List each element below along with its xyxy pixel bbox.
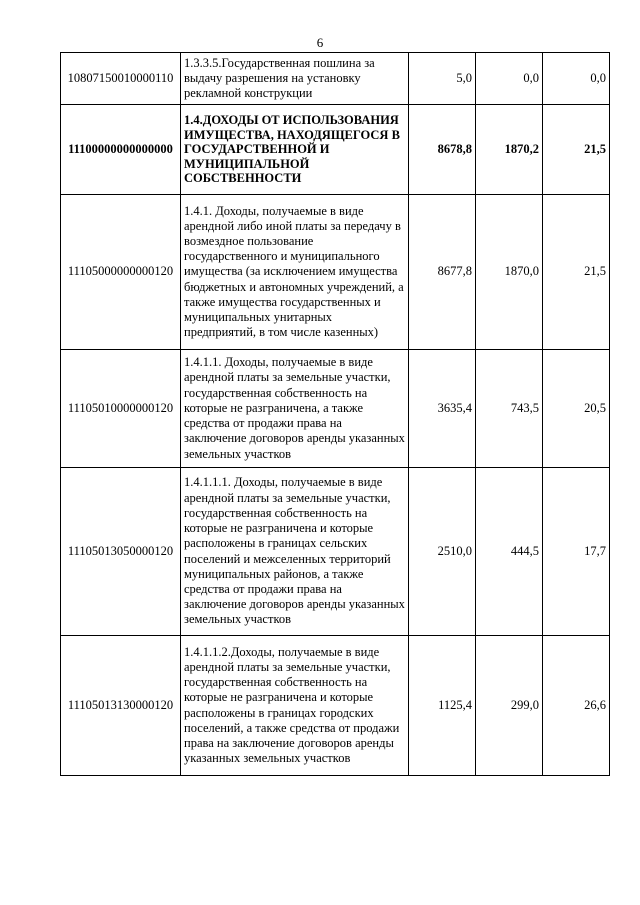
page-number: 6 [316, 35, 324, 50]
value-col-3: 0,0 [543, 53, 610, 105]
table-row [61, 195, 610, 350]
value-col-1: 5,0 [409, 53, 476, 105]
value-col-1: 8677,8 [409, 195, 476, 350]
revenue-description: 1.3.3.5.Государственная пошлина за выдачу разрешения на установку рекламной конструкции [181, 53, 409, 105]
budget-code: 10807150010000110 [61, 53, 181, 105]
budget-code: 11105013130000120 [61, 636, 181, 776]
revenue-description: 1.4.ДОХОДЫ ОТ ИСПОЛЬЗОВАНИЯ ИМУЩЕСТВА, НАХОДЯЩЕГОСЯ В ГОСУДАРСТВЕННОЙ И МУНИЦИПАЛЬНОЙ СОБСТВЕННОСТИ [181, 105, 409, 195]
value-col-2: 1870,2 [476, 105, 543, 195]
value-col-2: 743,5 [476, 350, 543, 468]
value-col-2: 299,0 [476, 636, 543, 776]
table-row [61, 350, 610, 468]
table-row [61, 105, 610, 195]
revenue-description: 1.4.1.1. Доходы, получаемые в виде арендной платы за земельные участки, государственная собственность на которые не разграничена, а также средства от продажи права на заключение договоров аренды указанных земельных участков [181, 350, 409, 468]
budget-code: 11105000000000120 [61, 195, 181, 350]
value-col-3: 20,5 [543, 350, 610, 468]
value-col-1: 2510,0 [409, 468, 476, 636]
value-col-3: 26,6 [543, 636, 610, 776]
value-col-2: 0,0 [476, 53, 543, 105]
table-row [61, 53, 610, 105]
value-col-2: 1870,0 [476, 195, 543, 350]
budget-code: 11105010000000120 [61, 350, 181, 468]
revenue-table [60, 52, 610, 776]
value-col-1: 1125,4 [409, 636, 476, 776]
value-col-2: 444,5 [476, 468, 543, 636]
value-col-1: 3635,4 [409, 350, 476, 468]
table-row [61, 636, 610, 776]
revenue-description: 1.4.1. Доходы, получаемые в виде арендной либо иной платы за передачу в возмездное пользование государственного и муниципального имущества (за исключением имущества бюджетных и автономных учреждений, а также имущества государственных и муниципальных унитарных предприятий, в том числе казенных) [181, 195, 409, 350]
value-col-1: 8678,8 [409, 105, 476, 195]
budget-code: 11105013050000120 [61, 468, 181, 636]
value-col-3: 17,7 [543, 468, 610, 636]
value-col-3: 21,5 [543, 105, 610, 195]
value-col-3: 21,5 [543, 195, 610, 350]
revenue-description: 1.4.1.1.1. Доходы, получаемые в виде арендной платы за земельные участки, государственная собственность на которые не разграничена и которые расположены в границах сельских поселений и межселенных территорий муниципальных районов, а также средства от продажи права на заключение договоров аренды указанных земельных участков [181, 468, 409, 636]
revenue-description: 1.4.1.1.2.Доходы, получаемые в виде арендной платы за земельные участки, государственная собственность на которые не разграничена и которые расположены в границах городских поселений, а также средства от продажи права на заключение договоров аренды указанных земельных участков [181, 636, 409, 776]
table-row [61, 468, 610, 636]
budget-code: 11100000000000000 [61, 105, 181, 195]
